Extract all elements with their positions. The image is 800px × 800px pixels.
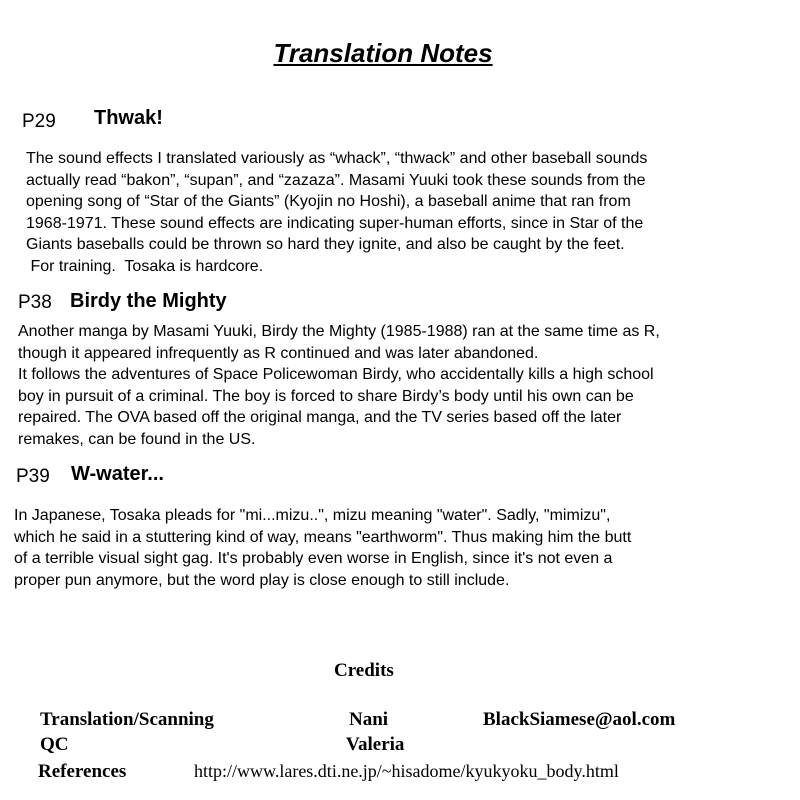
note-body (18, 321, 660, 450)
note-body (14, 505, 631, 591)
note-line: repaired. The OVA based off the original manga, and the TV series based off the later (18, 409, 622, 426)
note-line: proper pun anymore, but the word play is close enough to still include. (14, 571, 510, 589)
note-line: It follows the adventures of Space Policewoman Birdy, who accidentally kills a high school (18, 366, 654, 383)
note-heading: Thwak! (94, 107, 163, 129)
note-line: which he said in a stuttering kind of way, means "earthworm". Thus making him the butt (14, 528, 632, 546)
note-page-label: P29 (22, 111, 56, 132)
note-line: For training. Tosaka is hardcore. (26, 257, 264, 275)
credit-role: QC (40, 734, 69, 755)
note-line: 1968-1971. These sound effects are indicating super-human efforts, since in Star of the (26, 214, 644, 232)
note-line: though it appeared infrequently as R continued and was later abandoned. (18, 344, 539, 362)
note-heading: W-water... (71, 463, 164, 485)
credit-name: Valeria (346, 734, 405, 755)
note-line: of a terrible visual sight gag. It's probably even worse in English, since it's not even a (14, 550, 613, 567)
credit-name: Nani (349, 709, 389, 730)
page-title: Translation Notes (273, 38, 493, 68)
note-line: opening song of “Star of the Giants” (Kyojin no Hoshi), a baseball anime that ran from (26, 193, 631, 210)
note-line: actually read “bakon”, “supan”, and “zazaza”. Masami Yuuki took these sounds from the (26, 171, 646, 189)
note-page-label: P38 (18, 292, 52, 313)
note-heading: Birdy the Mighty (70, 290, 227, 312)
note-body (26, 148, 647, 277)
note-line: boy in pursuit of a criminal. The boy is forced to share Birdy’s body until his own can be (18, 387, 634, 405)
credits-heading: Credits (334, 660, 394, 681)
credit-role: Translation/Scanning (40, 709, 214, 730)
note-page-label: P39 (16, 466, 50, 487)
note-line: In Japanese, Tosaka pleads for "mi...mizu..", mizu meaning "water". Sadly, "mimizu", (14, 507, 611, 524)
note-line: The sound effects I translated variously as “whack”, “thwack” and other baseball sounds (26, 150, 648, 167)
note-line: Giants baseballs could be thrown so hard they ignite, and also be caught by the feet. (26, 236, 625, 253)
credit-contact: BlackSiamese@aol.com (483, 709, 676, 730)
note-line: remakes, can be found in the US. (18, 430, 256, 448)
credit-role: References (38, 761, 127, 782)
credit-link[interactable]: http://www.lares.dti.ne.jp/~hisadome/kyukyoku_body.html (194, 761, 619, 781)
note-line: Another manga by Masami Yuuki, Birdy the Mighty (1985-1988) ran at the same time as R, (18, 323, 660, 340)
